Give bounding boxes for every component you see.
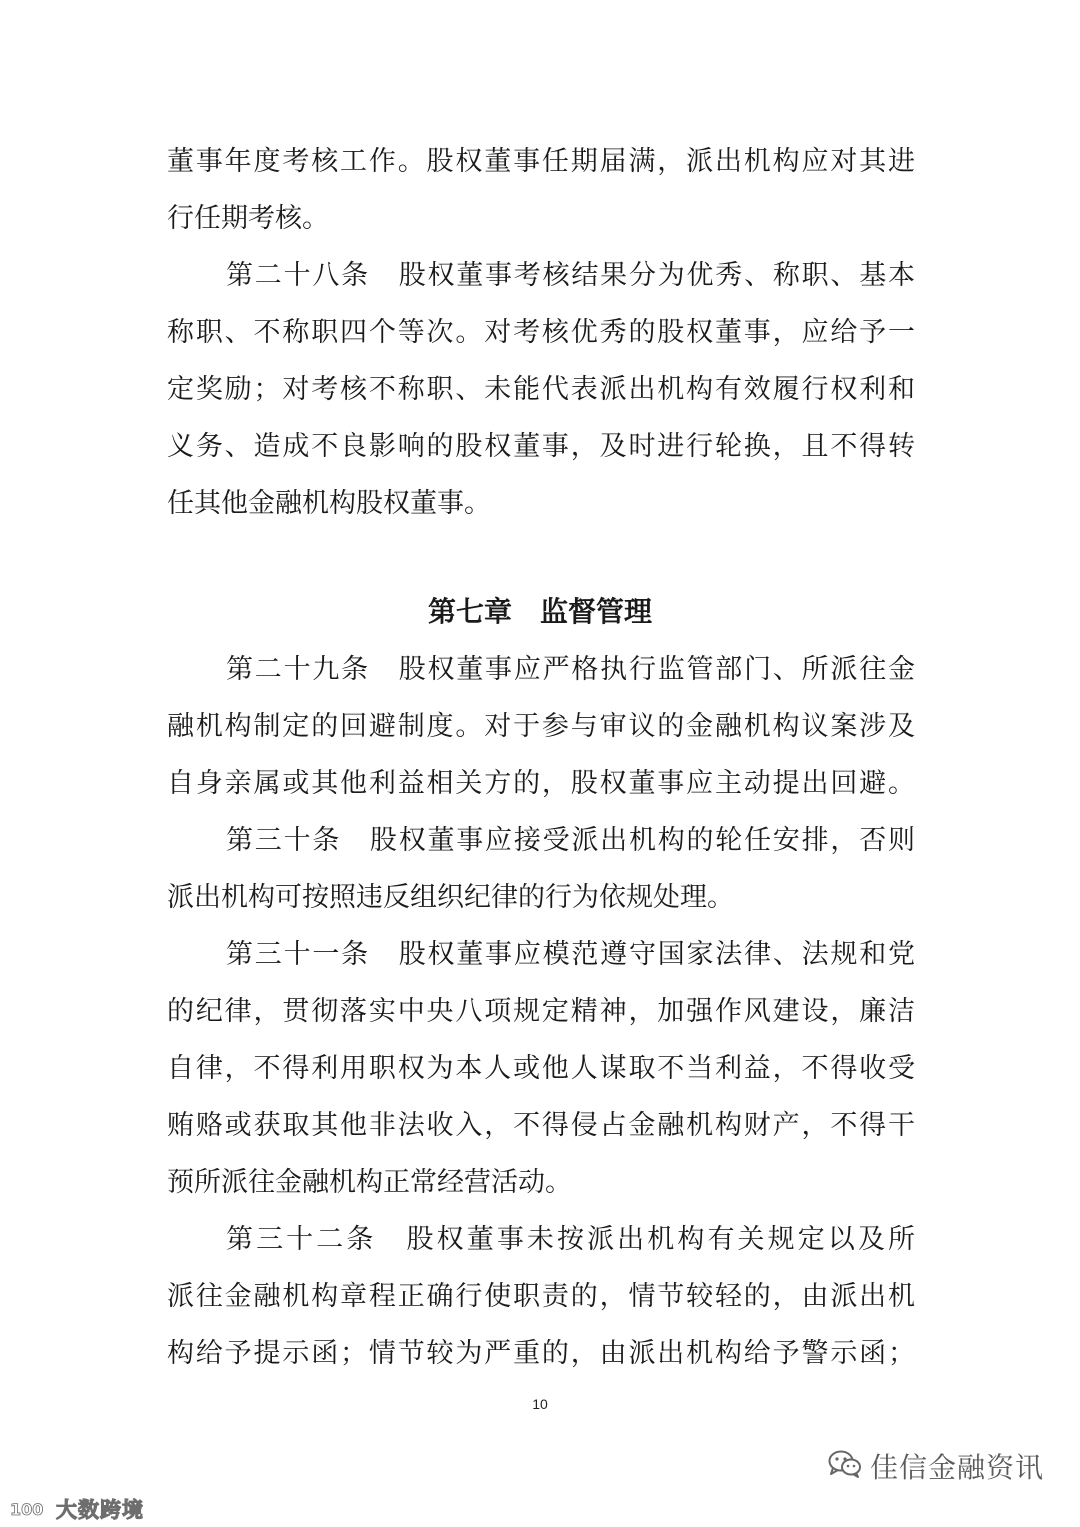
text-line: 自身亲属或其他利益相关方的，股权董事应主动提出回避。 [167,768,915,799]
text-line: 派往金融机构章程正确行使职责的，情节较轻的，由派出机 [167,1281,915,1312]
text-line: 义务、造成不良影响的股权董事，及时进行轮换，且不得转 [167,431,915,462]
article-28-heading-line: 第二十八条 股权董事考核结果分为优秀、称职、基本 [226,260,915,291]
text-line: 称职、不称职四个等次。对考核优秀的股权董事，应给予一 [167,317,915,348]
text-line: 的纪律，贯彻落实中央八项规定精神，加强作风建设，廉洁 [167,996,915,1027]
text-line: 行任期考核。 [167,203,329,234]
text-line: 任其他金融机构股权董事。 [167,488,491,519]
chapter-title: 第七章 监督管理 [427,595,652,628]
text-line: 贿赂或获取其他非法收入，不得侵占金融机构财产，不得干 [167,1110,915,1141]
article-32-heading-line: 第三十二条 股权董事未按派出机构有关规定以及所 [226,1224,915,1255]
text-line: 预所派往金融机构正常经营活动。 [167,1167,572,1198]
article-30-heading-line: 第三十条 股权董事应接受派出机构的轮任安排，否则 [226,825,915,856]
page-number: 10 [532,1396,548,1412]
wechat-watermark-text: 佳信金融资讯 [869,1451,1044,1484]
wechat-icon [828,1449,862,1483]
text-line: 董事年度考核工作。股权董事任期届满，派出机构应对其进 [167,146,915,177]
brand-watermark-text: 大数跨境 [56,1498,144,1522]
article-31-heading-line: 第三十一条 股权董事应模范遵守国家法律、法规和党 [226,939,915,970]
svg-text:100: 100 [10,1500,44,1519]
text-line: 自律，不得利用职权为本人或他人谋取不当利益，不得收受 [167,1053,915,1084]
text-line: 融机构制定的回避制度。对于参与审议的金融机构议案涉及 [167,711,915,742]
text-line: 派出机构可按照违反组织纪律的行为依规处理。 [167,882,734,913]
brand-watermark [8,1494,144,1524]
wechat-watermark [828,1446,1044,1486]
text-line: 构给予提示函；情节较为严重的，由派出机构给予警示函； [167,1338,915,1369]
article-29-heading-line: 第二十九条 股权董事应严格执行监管部门、所派往金 [226,654,915,685]
brand-logo-icon [8,1498,52,1520]
text-line: 定奖励；对考核不称职、未能代表派出机构有效履行权利和 [167,374,915,405]
